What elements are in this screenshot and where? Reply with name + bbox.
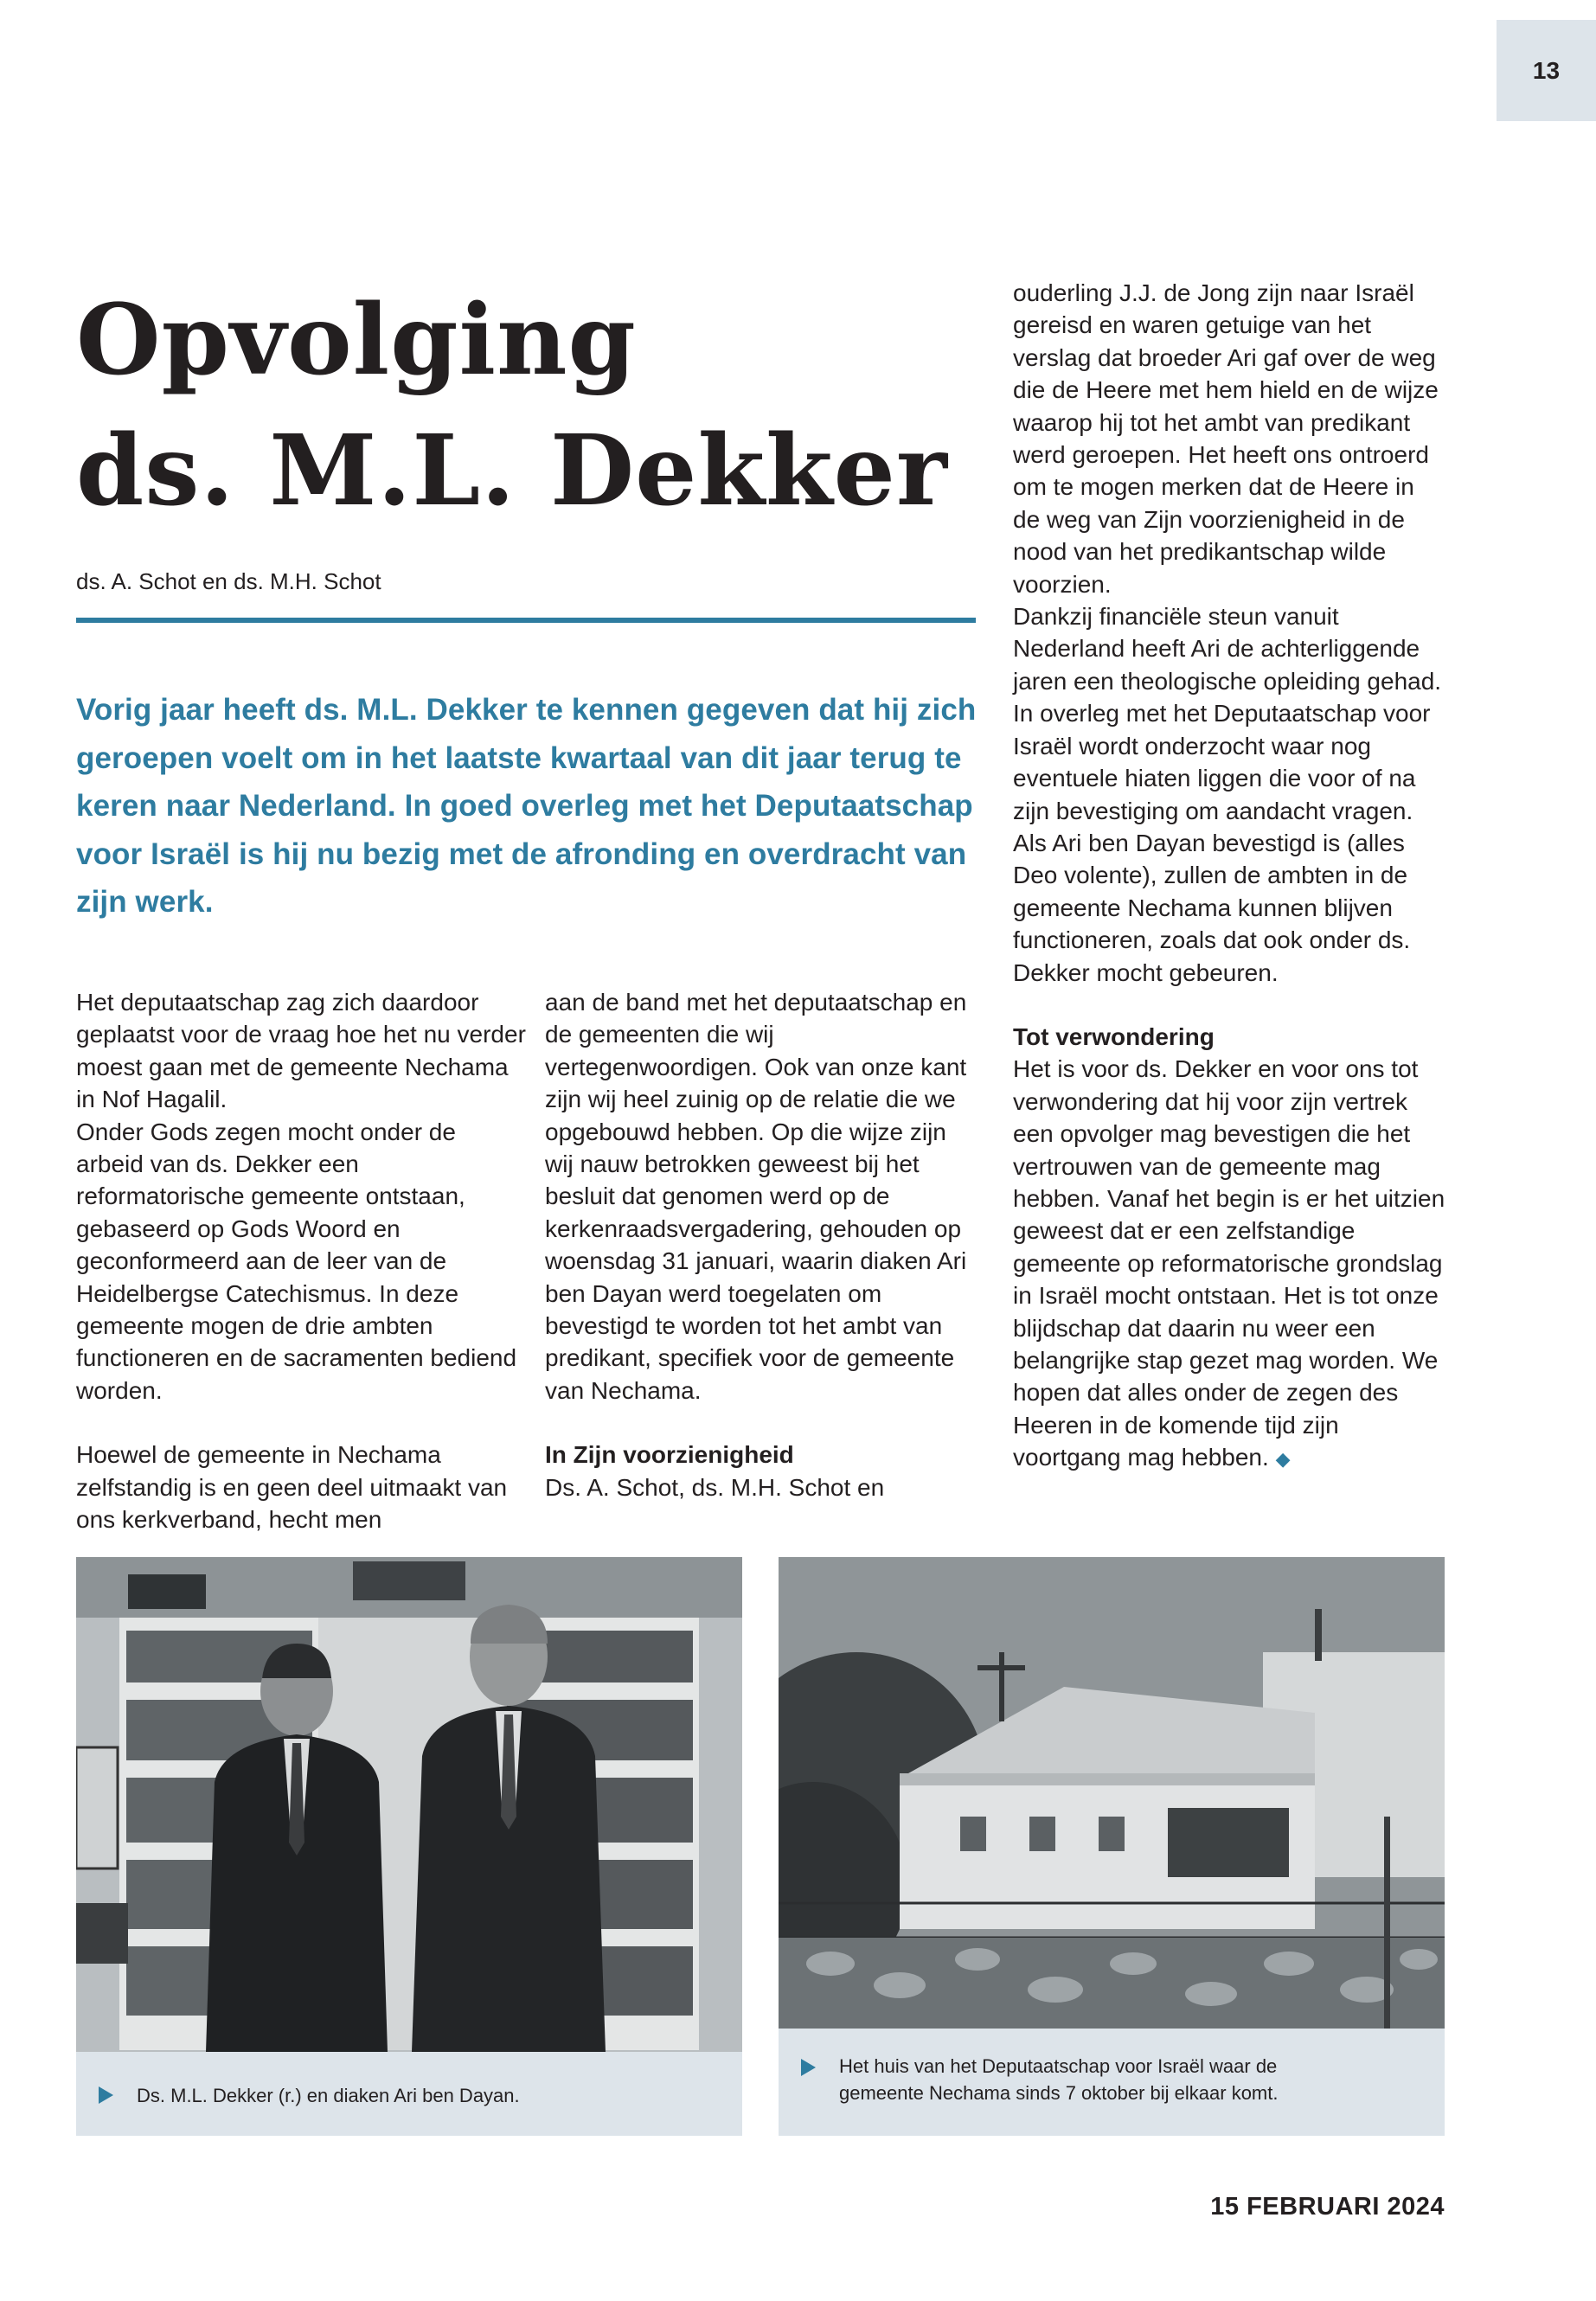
subheading-verwondering: Tot verwondering [1013,1022,1215,1050]
col1-paragraph-3: Hoewel de gemeente in Nechama zelfstandig is en geen deel uitmaakt van ons kerkverband, hecht men [76,1441,508,1534]
photo-deputaatschap-house-image [779,1557,1445,2029]
authors: ds. A. Schot en ds. M.H. Schot [76,568,381,594]
page-title [76,275,984,536]
photo1-caption: Ds. M.L. Dekker (r.) en diaken Ari ben Dayan. [137,2085,520,2106]
article-column-3 [1013,277,1445,1476]
photo2-caption-line-2: gemeente Nechama sinds 7 oktober bij elkaar komt. [839,2082,1279,2104]
caption-arrow-icon [801,2059,816,2076]
col2-paragraph-2: Ds. A. Schot, ds. M.H. Schot en [545,1473,885,1501]
col3-paragraph-4 [1013,1053,1445,1475]
col3-paragraph-3: In overleg met het Deputaatschap voor Israël wordt onderzocht waar nog eventuele hiaten liggen die voor of na zijn bevestiging om aandacht vragen. Als Ari ben Dayan bevestigd is (alles Deo volente), zullen de ambten in de gemeente Nechama kunnen blijven functioneren, zoals dat ook onder ds. Dekker mocht gebeuren. [1013,700,1431,986]
end-mark-icon: ◆ [1275,1448,1291,1471]
page-number: 13 [1497,20,1596,121]
photo2-caption-line-1: Het huis van het Deputaatschap voor Israël waar de [839,2055,1278,2077]
col3-paragraph-4-text: Het is voor ds. Dekker en voor ons tot verwondering dat hij voor zijn vertrek een opvolger mag bevestigen die het vertrouwen van de gemeente mag hebben. Vanaf het begin is er het uitzien geweest dat er een zelfstandige gemeente op reformatorische grondslag in Israël mocht ontstaan. Het is tot onze blijdschap dat daarin nu weer een belangrijke stap gezet mag worden. We hopen dat alles onder de zegen des Heeren in de komende tijd zijn voortgang mag hebben. [1013,1055,1445,1471]
title-line-2: ds. M.L. Dekker [76,414,948,528]
article-column-2 [545,986,977,1503]
col1-paragraph-2: Onder Gods zegen mocht onder de arbeid van ds. Dekker een reformatorische gemeente ontstaan, gebaseerd op Gods Woord en geconformeerd aan de leer van de Heidelbergse Catechismus. In deze gemeente mogen de drie ambten functioneren en de sacramenten bediend worden. [76,1118,517,1404]
issue-date: 15 FEBRUARI 2024 [1210,2193,1445,2221]
col3-paragraph-1: ouderling J.J. de Jong zijn naar Israël gereisd en waren getuige van het verslag dat broeder Ari gaf over de weg die de Heere met hem hield en de wijze waarop hij tot het ambt van predikant werd geroepen. Het heeft ons ontroerd om te mogen merken dat de Heere in de weg van Zijn voorzienigheid in de nood van het predikantschap wilde voorzien. [1013,279,1439,598]
article-column-1 [76,986,526,1536]
col3-paragraph-2: Dankzij financiële steun vanuit Nederland heeft Ari de achterliggende jaren een theologische opleiding gehad. [1013,603,1442,695]
intro-paragraph: Vorig jaar heeft ds. M.L. Dekker te kennen gegeven dat hij zich geroepen voelt om in het laatste kwartaal van dit jaar terug te keren naar Nederland. In goed overleg met het Deputaatschap voor Israël is hij nu bezig met de afronding en overdracht van zijn werk. [76,693,977,919]
col1-paragraph-1: Het deputaatschap zag zich daardoor geplaatst voor de vraag hoe het nu verder moest gaan met de gemeente Nechama in Nof Hagalil. [76,989,526,1113]
photo-deputaatschap-house [779,1557,1445,2029]
photo2-caption [839,2053,1278,2106]
photo2-caption-box [779,2029,1445,2136]
photo-dekker-ben-dayan-image [76,1557,742,2052]
col2-paragraph-1: aan de band met het deputaatschap en de gemeenten die wij vertegenwoordigen. Ook van onze kant zijn wij heel zuinig op de relatie die we opgebouwd hebben. Op die wijze zijn wij nauw betrokken geweest bij het besluit dat genomen werd op de kerkenraadsvergadering, gehouden op woensdag 31 januari, waarin diaken Ari ben Dayan werd toegelaten om bevestigd te worden tot het ambt van predikant, specifiek voor de gemeente van Nechama. [545,989,967,1404]
title-divider [76,618,976,623]
subheading-voorzienigheid: In Zijn voorzienigheid [545,1441,794,1469]
photo-dekker-ben-dayan [76,1557,742,2052]
caption-arrow-icon [99,2086,113,2104]
photo1-caption-box [76,2052,742,2136]
title-line-1: Opvolging [76,284,637,397]
